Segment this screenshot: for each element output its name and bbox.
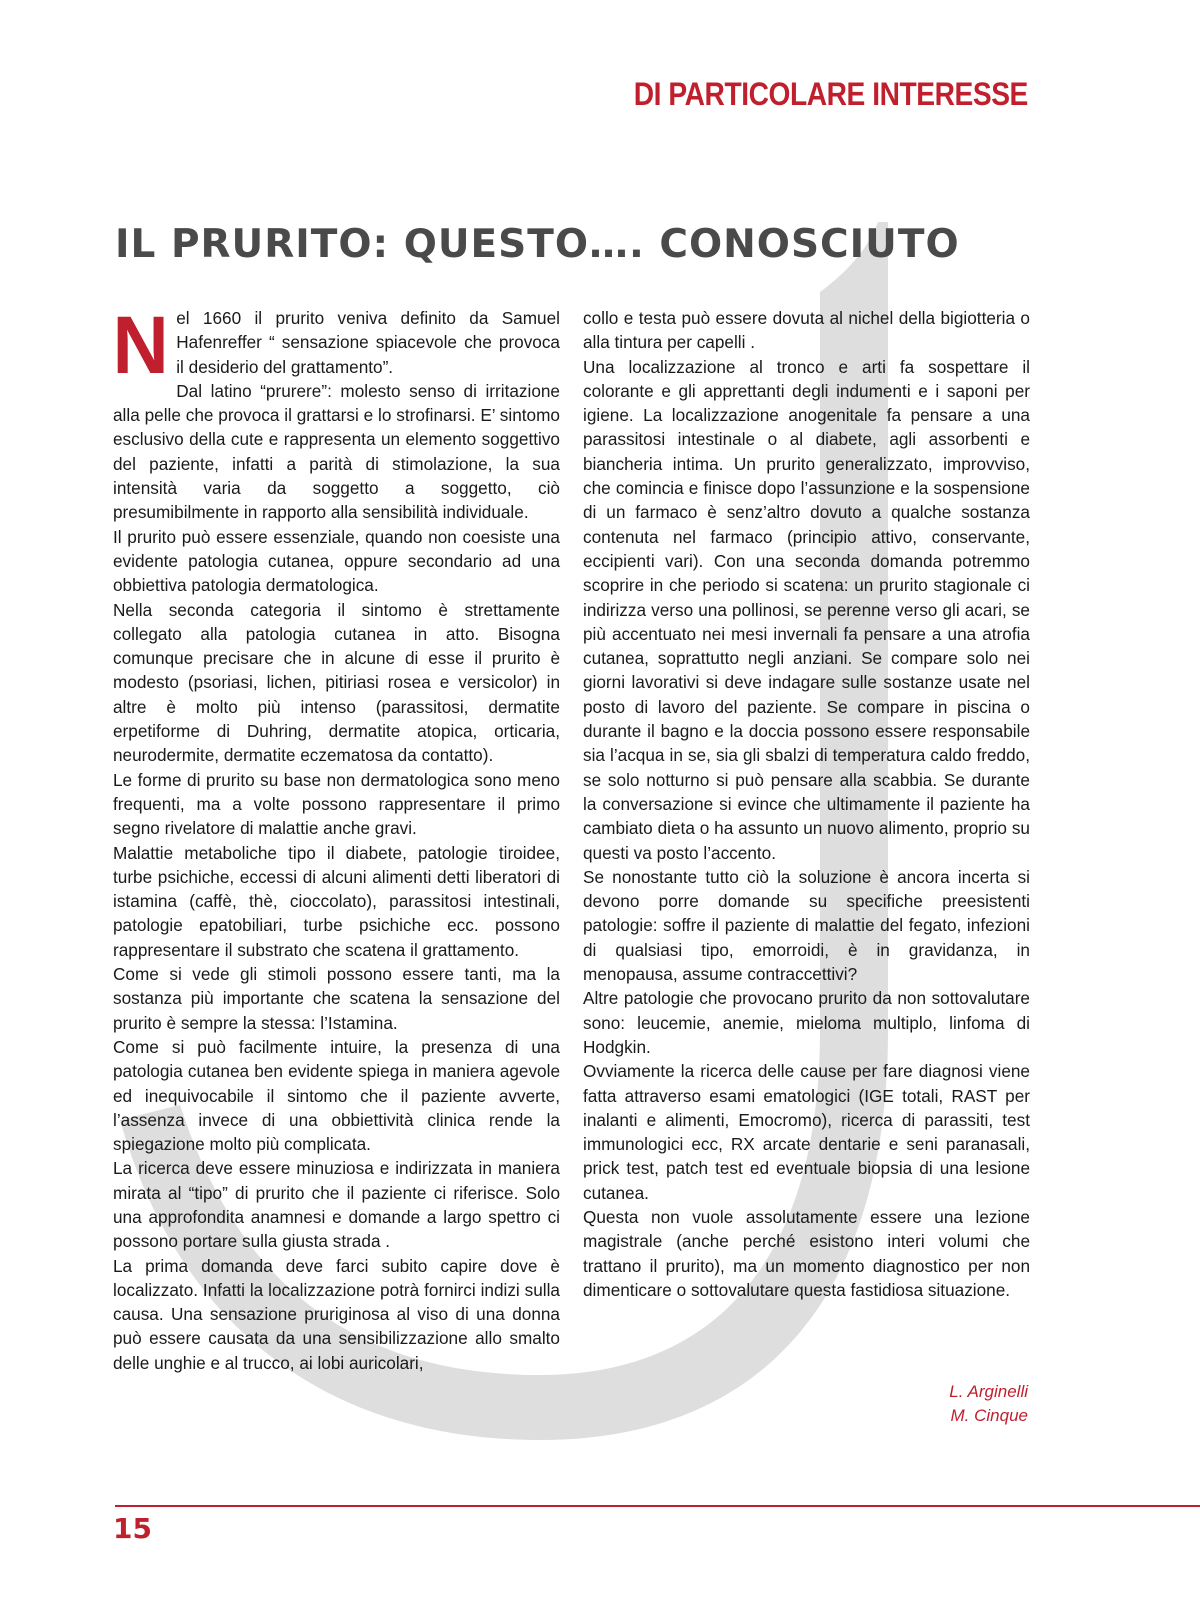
drop-cap: N (112, 300, 169, 391)
paragraph: Altre patologie che provocano prurito da non sottovalutare sono: leucemie, anemie, mieloma multiplo, linfoma di Hodgkin. (583, 988, 1030, 1057)
paragraph: Come si può facilmente intuire, la presenza di una patologia cutanea ben evidente spiega in maniera agevole ed inequivocabile il sintomo che il paziente avverte, l’assenza invece di una obbiettività clinica rende la spiegazione molto più complicata. (113, 1036, 560, 1155)
paragraph (112, 300, 560, 391)
paragraph: Malattie metaboliche tipo il diabete, patologie tiroidee, turbe psichiche, eccessi di alcuni alimenti detti liberatori di istamina (caffè, thè, cioccolato), parassitosi intestinali, patologie epatobiliari, turbe psichiche ecc. possono rappresentare il substrato che scatena il grattamento. (113, 842, 560, 960)
paragraph: Una localizzazione al tronco e arti fa sospettare il colorante e gli apprettanti degli indumenti e i saponi per igiene. La localizzazione anogenitale fa pensare a una parassitosi intestinale o al diabete, agli assorbenti e biancheria intima. Un prurito generalizzato, improvviso, che comincia e finisce dopo l’assunzione e la sospensione di un farmaco è senz’altro dovuto a qualche sostanza contenuta nel farmaco (principio attivo, conservante, eccipienti vari). Con una seconda domanda potremmo scoprire in che periodo si scatena: un prurito stagionale ci indirizza verso una pollinosi, se perenne verso gli acari, se più accentuato nei mesi invernali fa pensare a una atrofia cutanea, soprattutto negli anziani. Se compare solo nei giorni lavorativi si deve indagare sulle sostanze usate nel posto di lavoro del paziente. Se compare in piscina o durante il bagno e la doccia possono essere responsabile sia l’acqua in se, sia gli sbalzi di temperatura caldo freddo, se solo notturno si può pensare alla scabbia. Se durante la conversazione si evince che ultimamente il paziente ha cambiato dieta o ha assunto un nuovo alimento, proprio su questi va posto l’accento. (583, 356, 1030, 863)
article-right-column (583, 306, 1030, 1302)
paragraph: Ovviamente la ricerca delle cause per fare diagnosi viene fatta attraverso esami ematologici (IGE totali, RAST per inalanti e alimenti, Emocromo), ricerca di parassiti, test immunologici ecc, RX arcate dentarie e seni paranasali, prick test, patch test ed eventuale biopsia di una lesione cutanea. (583, 1061, 1030, 1203)
paragraph: Come si vede gli stimoli possono essere tanti, ma la sostanza più importante che scatena la sensazione del prurito è sempre la stessa: l’Istamina. (113, 964, 560, 1033)
author-name: M. Cinque (950, 1406, 1028, 1425)
paragraph: Se nonostante tutto ciò la soluzione è ancora incerta si devono porre domande su specifiche preesistenti patologie: soffre il paziente di malattie del fegato, infezioni di qualsiasi tipo, emorroidi, è in gravidanza, in menopausa, assume contraccettivi? (583, 866, 1030, 985)
paragraph-text: el 1660 il prurito veniva definito da Samuel Hafenreffer “ sensazione spiacevole che provoca il desiderio del grattamento”. (176, 308, 560, 377)
paragraph: La prima domanda deve farci subito capire dove è localizzato. Infatti la localizzazione potrà fornirci indizi sulla causa. Una sensazione pruriginosa al viso di una donna può essere causata da una sensibilizzazione allo smalto delle unghie e al trucco, ai lobi auricolari, (113, 1255, 560, 1373)
page-number: 15 (113, 1512, 152, 1545)
paragraph: Le forme di prurito su base non dermatologica sono meno frequenti, ma a volte possono rappresentare il primo segno rivelatore di malattie anche gravi. (113, 769, 560, 839)
section-label: DI PARTICOLARE INTERESSE (633, 76, 1028, 112)
paragraph: La ricerca deve essere minuziosa e indirizzata in maniera mirata al “tipo” di prurito che il paziente ci riferisce. Solo una approfondita anamnesi e domande a largo spettro ci possono portare sulla giusta strada . (113, 1158, 560, 1252)
article-authors (949, 1380, 1028, 1428)
article-left-column (112, 300, 560, 1375)
paragraph: collo e testa può essere dovuta al nichel della bigiotteria o alla tintura per capelli . (583, 308, 1030, 353)
paragraph: Questa non vuole assolutamente essere una lezione magistrale (anche perché esistono interi volumi che trattano il prurito), ma un momento diagnostico per non dimenticare o sottovalutare questa fastidiosa situazione. (583, 1206, 1030, 1300)
footer-divider (115, 1505, 1200, 1507)
paragraph: Dal latino “prurere”: molesto senso di irritazione alla pelle che provoca il grattarsi e lo strofinarsi. E’ sintomo esclusivo della cute e rappresenta un elemento soggettivo del paziente, infatti a parità di stimolazione, la sua intensità varia da soggetto a soggetto, ciò presumibilmente in rapporto alla sensibilità individuale. (113, 380, 560, 523)
author-name: L. Arginelli (949, 1382, 1028, 1401)
article-title: IL PRURITO: QUESTO…. CONOSCIUTO (115, 222, 960, 267)
paragraph: Nella seconda categoria il sintomo è strettamente collegato alla patologia cutanea in atto. Bisogna comunque precisare che in alcune di esse il prurito è modesto (psoriasi, lichen, pitiriasi rosea e versicolor) in altre è molto più intenso (parassitosi, dermatite erpetiforme di Duhring, dermatite atopica, orticaria, neurodermite, dermatite eczematosa da contatto). (113, 599, 560, 766)
paragraph: Il prurito può essere essenziale, quando non coesiste una evidente patologia cutanea, oppure secondario ad una obbiettiva patologia dermatologica. (113, 526, 560, 596)
